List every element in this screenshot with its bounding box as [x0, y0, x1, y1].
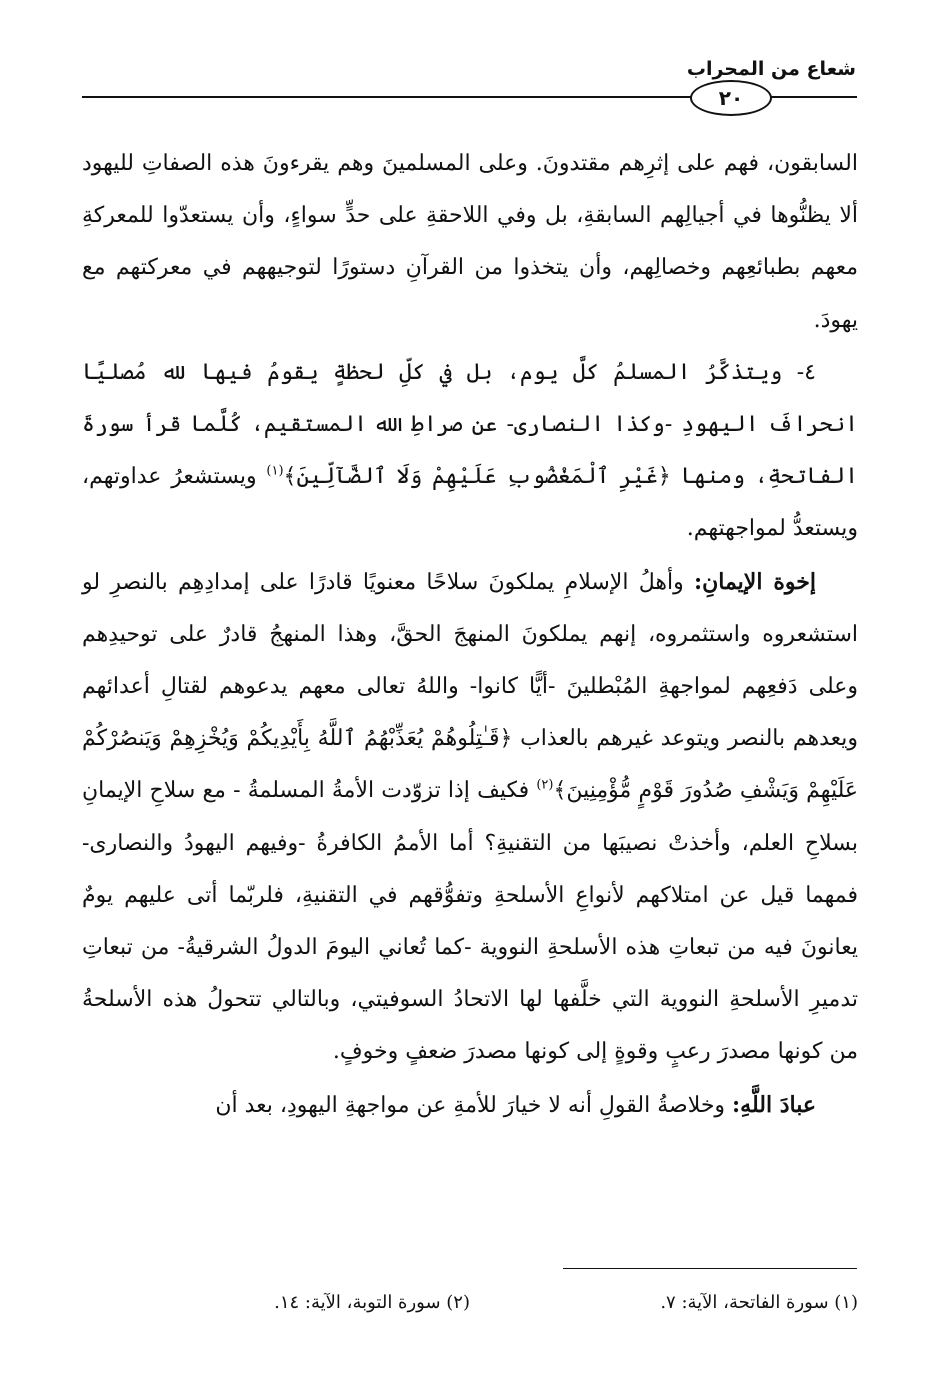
section-label-servants: عبادَ اللَّهِ: [732, 1091, 816, 1118]
paragraph-4-text: وخلاصةُ القولِ أنه لا خيارَ للأمةِ عن مواجهةِ اليهودِ، بعد أن [215, 1092, 733, 1118]
paragraph-3 [82, 556, 858, 1079]
paragraph-2 [82, 347, 858, 556]
quran-verse-tawba: ﴿قَـٰتِلُوهُمْ يُعَذِّبْهُمُ ٱللَّهُ بِأَيْدِيكُمْ وَيُخْزِهِمْ وَيَنصُرْكُمْ عَلَيْهِمْ وَيَشْفِ صُدُورَ قَوْمٍ مُّؤْمِنِينَ﴾ [82, 726, 858, 804]
footnote-2: (٢) سورة التوبة، الآية: ١٤. [274, 1292, 470, 1313]
footnote-ref-2: (٢) [536, 778, 554, 794]
running-header-title: شعاع من المحراب [686, 58, 856, 80]
footnote-ref-1: (١) [266, 463, 284, 479]
paragraph-2-text: ٤- ويتذكَّرُ المسلمُ كلَّ يوم، بل في كلِّ لحظةٍ يقومُ فيها لله مُصليًا انحرافَ اليهودِ -وكذا النصارى- عن صراطِ الله المستقيم، كُلَّما قرأ سورةَ الفاتحةِ، ومنها [82, 359, 858, 490]
paragraph-4 [82, 1079, 858, 1132]
footnote-1: (١) سورة الفاتحة، الآية: ٧. [660, 1292, 858, 1313]
paragraph-1: السابقون، فهم على إثرِهم مقتدونَ. وعلى المسلمينَ وهم يقرءونَ هذه الصفاتِ لليهود ألا يظنُّوها في أجيالِهم السابقةِ، بل وفي اللاحقةِ على حدٍّ سواءٍ، وأن يستعدّوا للمعركةِ معهم بطبائعِهم وخصالِهم، وأن يتخذوا من القرآنِ دستورًا لتوجيههم في معركتهم مع يهودَ. [82, 151, 858, 333]
page-number: ٢٠ [690, 80, 772, 116]
section-label-brothers: إخوة الإيمانِ: [693, 568, 816, 595]
quran-verse-fatiha: ﴿غَيْرِ ٱلْمَغْضُوبِ عَلَيْهِمْ وَلَا ٱلضَّآلِّينَ﴾ [283, 464, 671, 490]
main-text [82, 138, 858, 1132]
paragraph-3-text-end: فكيف إذا تزوّدت الأمةُ المسلمةُ - مع سلاحِ الإيمانِ بسلاحِ العلم، وأخذتْ نصيبَها من التقنيةِ؟ أما الأممُ الكافرةُ -وفيهم اليهودُ والنصارى- فمهما قيل عن امتلاكهم لأنواعِ الأسلحةِ وتفوُّقهم في التقنيةِ، فلربّما أتى عليهم يومٌ يعانونَ فيه من تبعاتِ هذه الأسلحةِ النووية -كما تُعاني اليومَ الدولُ الشرقيةُ- من تبعاتِ تدميرِ الأسلحةِ النووية التي خلَّفها لها الاتحادُ السوفيتي، وبالتالي تتحولُ هذه الأسلحةُ من كونها مصدرَ رعبٍ وقوةٍ إلى كونها مصدرَ ضعفٍ وخوفٍ. [82, 778, 858, 1065]
footnote-separator [563, 1268, 857, 1269]
paragraph-3-text: وأهلُ الإسلامِ يملكونَ سلاحًا معنويًا قادرًا على إمدادِهِم بالنصرِ لو استشعروه واستثمروه، إنهم يملكونَ المنهجَ الحقَّ، وهذا المنهجُ قادرٌ على توحيدِهم وعلى دَفعِهم لمواجهةِ المُبْطلينَ -أيًّا كانوا- واللهُ تعالى معهم يدعوهم لقتالِ أعدائهم ويعدهم بالنصر ويتوعد غيرهم بالعذاب [82, 569, 859, 752]
paragraph-2-text-end: ويستشعرُ عداوتهم، ويستعدُّ لمواجهتهم. [82, 464, 858, 542]
